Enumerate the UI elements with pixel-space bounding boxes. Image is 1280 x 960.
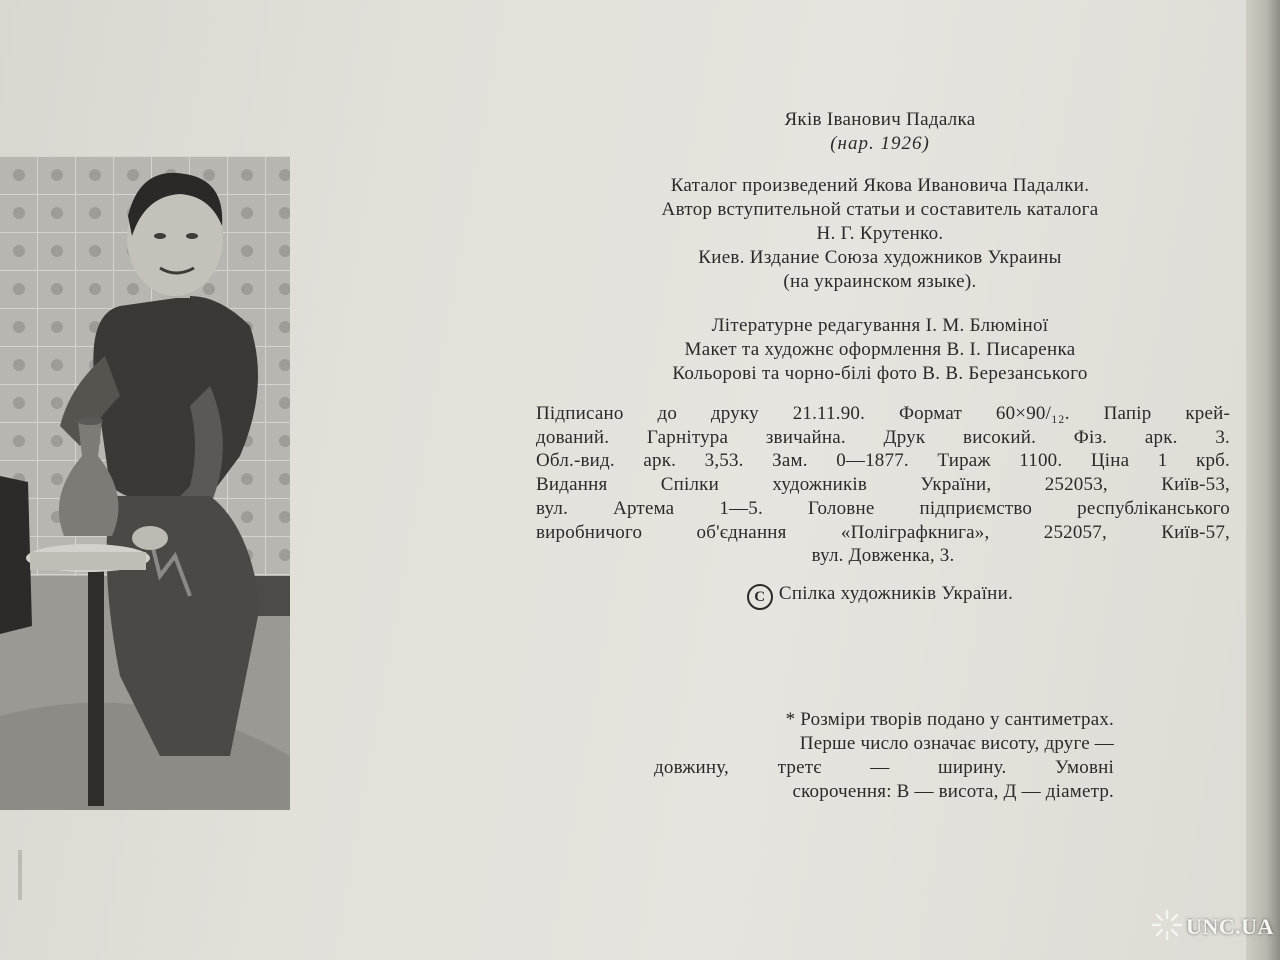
- footnote-line: * Розміри творів подано у сантиметрах.: [785, 709, 1114, 730]
- dimensions-footnote: [640, 708, 1114, 804]
- watermark-text: UNC.UA: [1186, 914, 1274, 939]
- catalog-line: (на украинском языке).: [783, 271, 977, 292]
- imprint-line: дований. Гарнітура звичайна. Друк високий. Фіз. арк. 3.: [536, 426, 1230, 448]
- page-crease-mark: [18, 850, 22, 900]
- credits-block: [560, 314, 1200, 386]
- imprint-line: вул. Довженка, 3.: [811, 545, 955, 567]
- catalog-line: Н. Г. Крутенко.: [816, 223, 944, 244]
- imprint-line: виробничого об'єднання «Поліграфкнига», 252057, Київ-57,: [536, 521, 1230, 543]
- copyright-icon: C: [747, 584, 773, 610]
- artist-birth-year: (нар. 1926): [830, 133, 930, 154]
- catalog-description: [560, 174, 1200, 294]
- footnote-line: довжину, третє — ширину. Умовні: [654, 757, 1114, 778]
- imprint-line: Обл.-вид. арк. 3,53. Зам. 0—1877. Тираж 1100. Ціна 1 крб.: [536, 450, 1230, 472]
- site-watermark: [1150, 898, 1274, 952]
- imprint-line: Підписано до друку 21.11.90. Формат 60×90/₁₂. Папір крей-: [536, 403, 1230, 424]
- footnote-line: скорочення: В — висота, Д — діаметр.: [792, 781, 1114, 802]
- portrait-photo: [0, 156, 290, 810]
- credit-line: Кольорові та чорно-білі фото В. В. Березанського: [672, 363, 1088, 384]
- catalog-line: Киев. Издание Союза художников Украины: [698, 247, 1062, 268]
- footnote-line: Перше число означає висоту, друге —: [799, 733, 1114, 754]
- title-block: [560, 108, 1200, 156]
- catalog-line: Каталог произведений Якова Ивановича Падалки.: [670, 175, 1090, 196]
- potter-photo-image: [0, 156, 290, 810]
- catalog-line: Автор вступительной статьи и составитель каталога: [661, 199, 1099, 220]
- imprint-block: [536, 402, 1230, 568]
- imprint-line: Видання Спілки художників України, 252053, Київ-53,: [536, 474, 1230, 496]
- coin-logo-icon: [1150, 908, 1184, 942]
- page-edge-shadow: [1246, 0, 1280, 960]
- artist-name: Яків Іванович Падалка: [784, 109, 976, 130]
- credit-line: Літературне редагування І. М. Блюміної: [711, 315, 1049, 336]
- copyright-line: [560, 582, 1200, 610]
- credit-line: Макет та художнє оформлення В. І. Писаренка: [684, 339, 1076, 360]
- imprint-line: вул. Артема 1—5. Головне підприємство республіканського: [536, 497, 1230, 519]
- copyright-holder: Спілка художників України.: [778, 583, 1014, 604]
